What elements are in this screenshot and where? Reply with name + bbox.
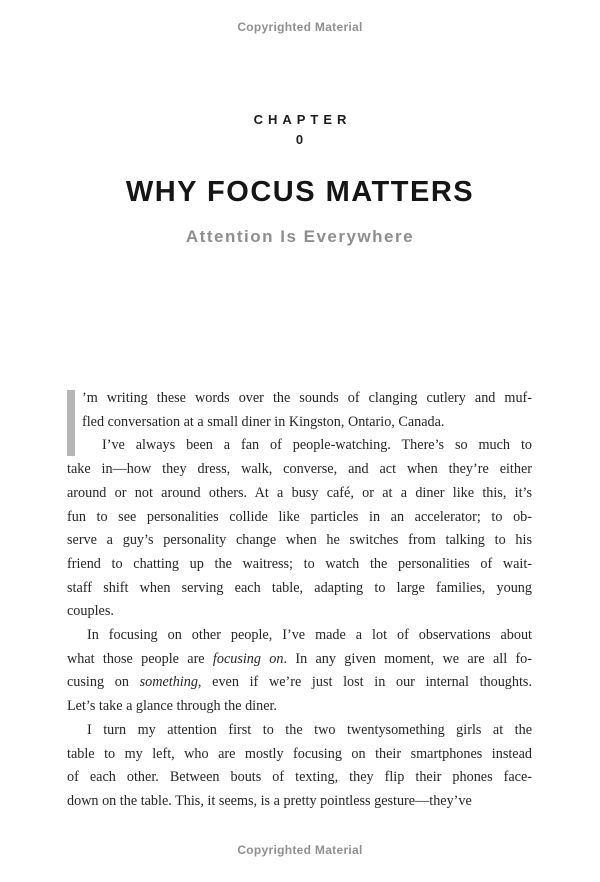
text-line [67,600,532,624]
text-line [67,482,532,506]
chapter-title: WHY FOCUS MATTERS [125,176,475,208]
text-segment: table to my left, who are mostly focusing on their smartphones instead [67,745,532,762]
text-line [67,434,532,458]
text-segment: I turn my attention first to the two twentysomething girls at the [87,721,532,738]
paragraph [67,719,532,814]
copyright-notice-top: Copyrighted Material [237,20,363,34]
text-line [67,506,532,530]
text-segment: fun to see personalities collide like particles in an accelerator; to ob- [67,508,532,525]
chapter-subtitle: Attention Is Everywhere [185,227,415,246]
italic-text: focusing on [212,650,284,667]
text-segment: serve a guy’s personality change when he switches from talking to his [67,532,532,549]
paragraph [67,434,532,624]
text-segment: around or not around others. At a busy café, or at a diner like this, it’s [67,484,532,501]
paragraph [67,624,532,719]
text-line [67,458,532,482]
text-line [67,553,532,577]
body-text [67,387,532,814]
text-line [67,411,532,435]
copyright-notice-bottom: Copyrighted Material [237,843,363,857]
text-segment: staff shift when serving each table, adapting to large families, young [67,579,532,596]
text-segment: down on the table. This, it seems, is a pretty pointless gesture—they’ve [67,792,472,809]
text-line [67,695,532,719]
text-line [67,766,532,790]
text-segment: what those people are [67,650,213,667]
text-segment: I’ve always been a fan of people-watching. There’s so much to [102,437,532,454]
text-segment: fled conversation at a small diner in Kingston, Ontario, Canada. [82,413,445,430]
text-line [67,648,532,672]
chapter-label: CHAPTER [253,112,352,127]
text-line [67,624,532,648]
text-line [67,719,532,743]
text-segment: In focusing on other people, I’ve made a lot of observations about [87,627,532,644]
text-segment: Let’s take a glance through the diner. [67,698,277,715]
text-segment: . In any given moment, we are all fo- [283,650,532,667]
text-line [67,387,532,411]
text-line [67,671,532,695]
italic-text: something [139,674,198,691]
text-segment: of each other. Between bouts of texting, they flip their phones face- [67,769,532,786]
text-line [67,529,532,553]
drop-cap-letter [67,390,75,456]
text-segment: ’m writing these words over the sounds of clanging cutlery and muf- [82,390,532,406]
text-segment: friend to chatting up the waitress; to watch the personalities of wait- [67,555,532,572]
text-segment: , even if we’re just lost in our internal thoughts. [197,674,532,691]
paragraph [67,387,532,434]
text-segment: cusing on [67,674,140,691]
text-segment: take in—how they dress, walk, converse, and act when they’re either [67,461,532,478]
text-segment: couples. [67,603,114,620]
text-line [67,577,532,601]
text-line [67,743,532,767]
chapter-number: 0 [295,132,305,147]
text-line [67,790,532,814]
